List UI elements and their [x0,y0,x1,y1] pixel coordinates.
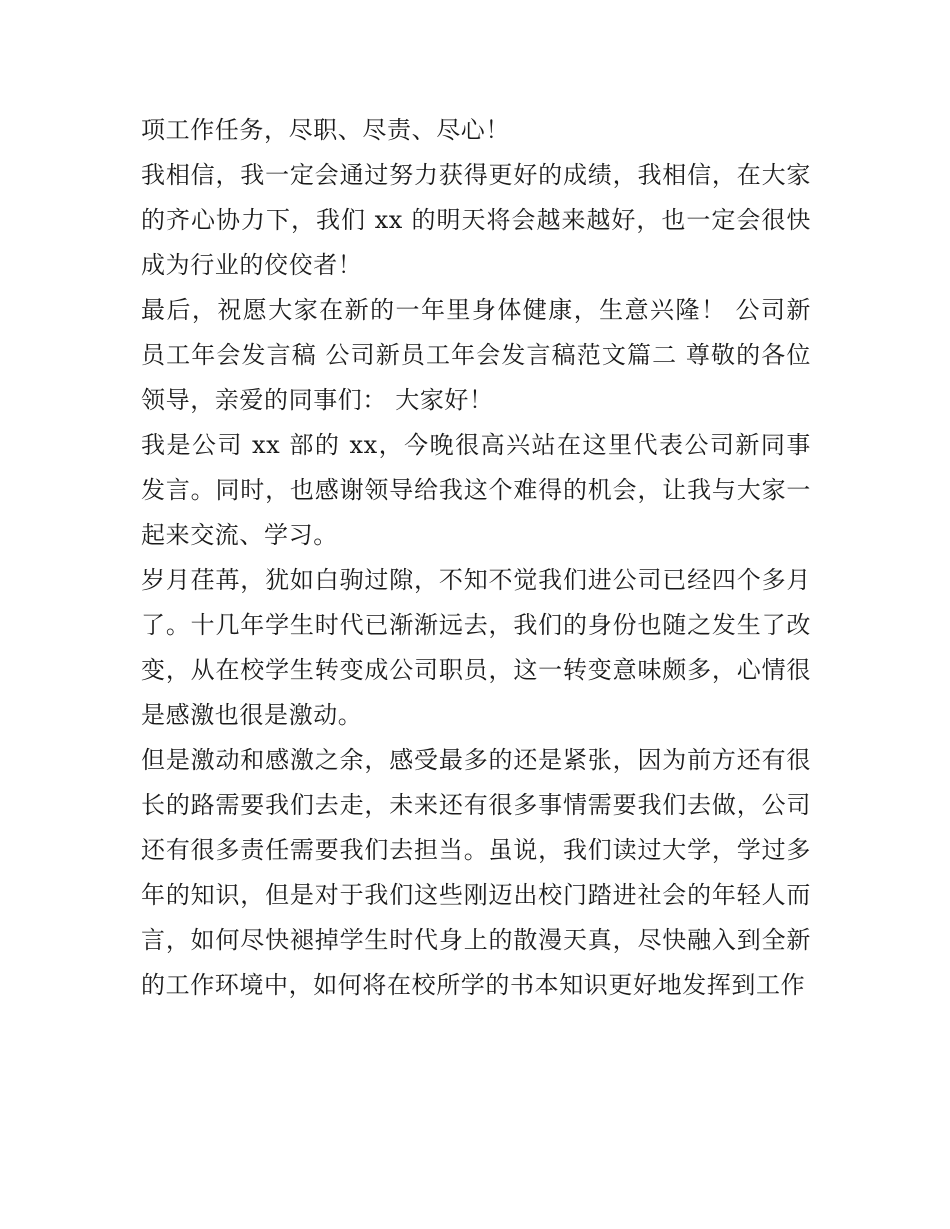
paragraph-6: 但是激动和感激之余，感受最多的还是紧张，因为前方还有很长的路需要我们去走，未来还有很多事情需要我们去做，公司还有很多责任需要我们去担当。虽说，我们读过大学，学过多年的知识，但是对于我们这些刚迈出校门踏进社会的年轻人而言，如何尽快褪掉学生时代身上的散漫天真，尽快融入到全新的工作环境中，如何将在校所学的书本知识更好地发挥到工作 [141,746,811,999]
paragraph-3: 最后，祝愿大家在新的一年里身体健康，生意兴隆！ 公司新员工年会发言稿 公司新员工年会发言稿范文篇二 尊敬的各位领导，亲爱的同事们： 大家好！ [141,296,811,414]
document-body [141,108,811,1008]
paragraph-1: 项工作任务，尽职、尽责、尽心！ [141,116,510,144]
paragraph-4: 我是公司 xx 部的 xx，今晚很高兴站在这里代表公司新同事发言。同时，也感谢领导给我这个难得的机会，让我与大家一起来交流、学习。 [141,431,811,549]
paragraph-5: 岁月荏苒，犹如白驹过隙，不知不觉我们进公司已经四个多月了。十几年学生时代已渐渐远去，我们的身份也随之发生了改变，从在校学生转变成公司职员，这一转变意味颇多，心情很是感激也很是激动。 [141,566,811,729]
paragraph-2: 我相信，我一定会通过努力获得更好的成绩，我相信，在大家的齐心协力下，我们 xx 的明天将会越来越好，也一定会很快成为行业的佼佼者！ [141,161,811,279]
